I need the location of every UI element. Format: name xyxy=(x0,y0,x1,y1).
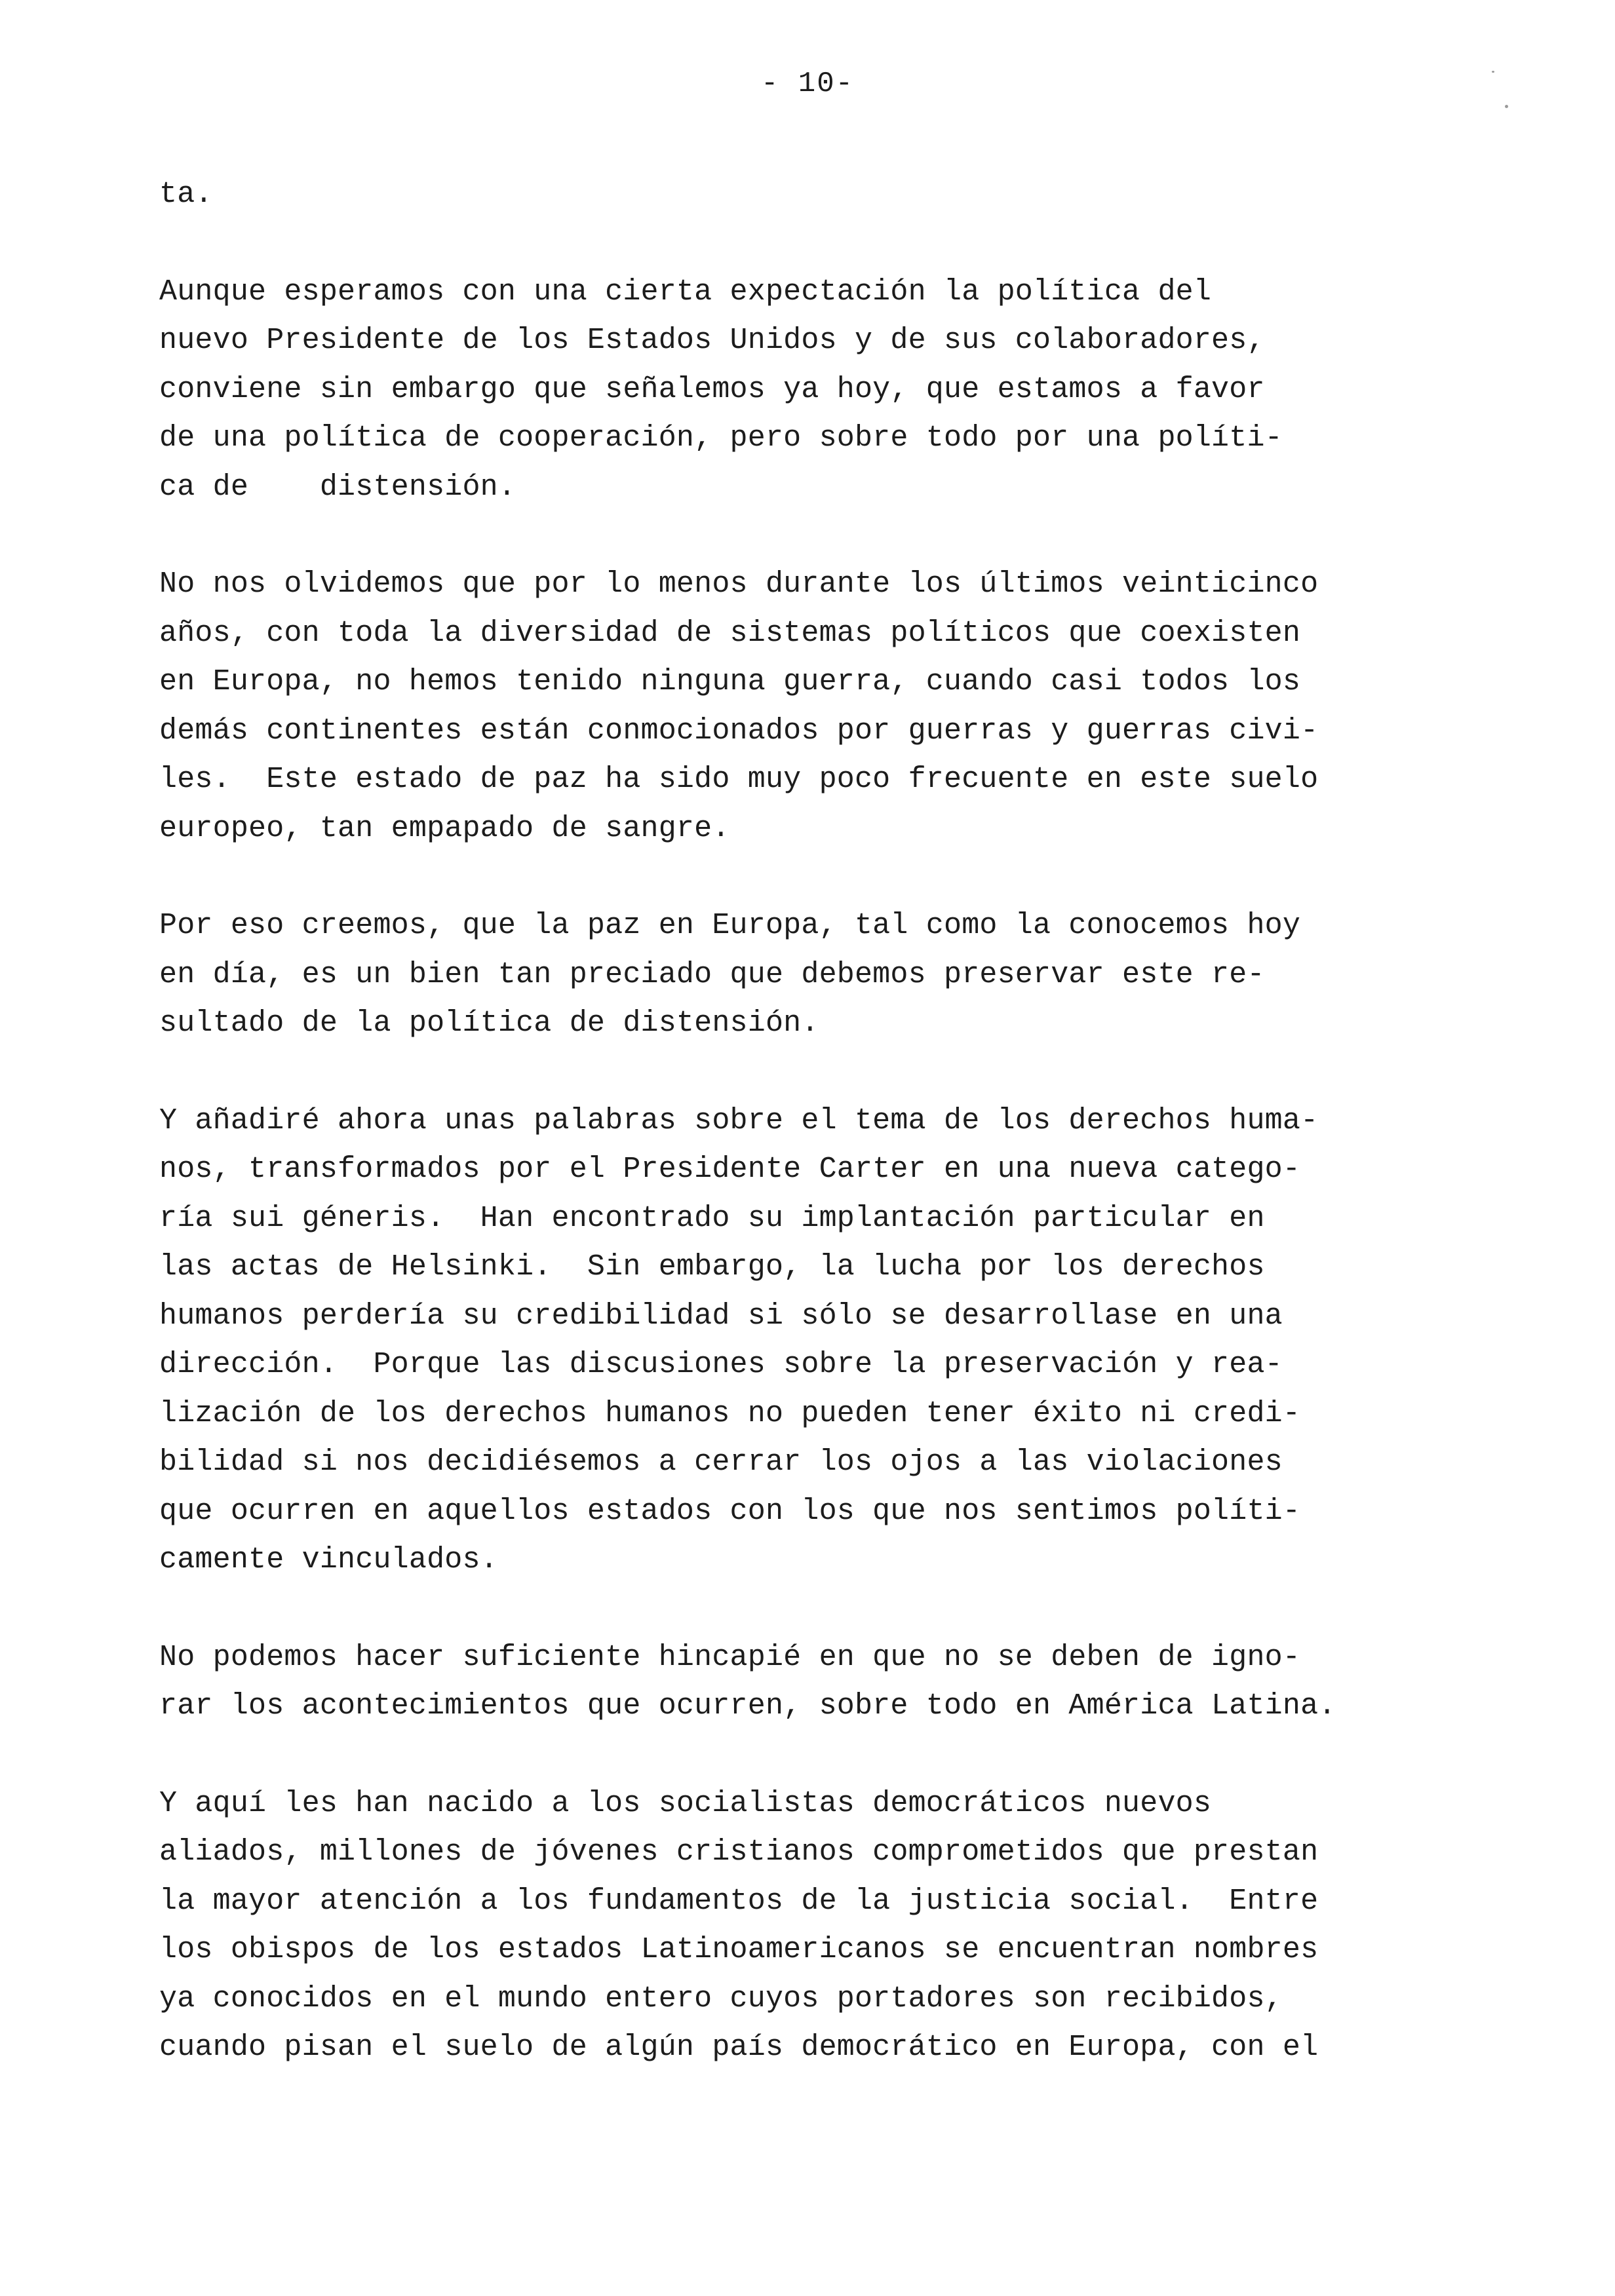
text-line: ta. xyxy=(159,178,213,211)
text-line: ría sui géneris. Han encontrado su implantación particular en xyxy=(159,1201,1265,1235)
text-line: les. Este estado de paz ha sido muy poco frecuente en este suelo xyxy=(159,763,1319,796)
text-line: en día, es un bien tan preciado que debemos preservar este re- xyxy=(159,957,1265,991)
scan-mark xyxy=(1505,105,1508,108)
text-line: humanos perdería su credibilidad si sólo se desarrollase en una xyxy=(159,1299,1283,1333)
text-line: Y aquí les han nacido a los socialistas democráticos nuevos xyxy=(159,1786,1212,1820)
body-text xyxy=(159,170,1496,2121)
text-line: de una política de cooperación, pero sobre todo por una políti- xyxy=(159,421,1283,455)
text-line: sultado de la política de distensión. xyxy=(159,1006,819,1040)
text-line: dirección. Porque las discusiones sobre la preservación y rea- xyxy=(159,1348,1283,1381)
text-line: lización de los derechos humanos no pueden tener éxito ni credi- xyxy=(159,1396,1301,1430)
paragraph xyxy=(159,170,1496,220)
text-line: las actas de Helsinki. Sin embargo, la lucha por los derechos xyxy=(159,1250,1265,1284)
text-line: bilidad si nos decidiésemos a cerrar los ojos a las violaciones xyxy=(159,1445,1283,1479)
text-line: Y añadiré ahora unas palabras sobre el tema de los derechos huma- xyxy=(159,1103,1319,1138)
scan-mark xyxy=(1492,71,1494,73)
text-line: que ocurren en aquellos estados con los que nos sentimos políti- xyxy=(159,1494,1301,1528)
text-line: rar los acontecimientos que ocurren, sobre todo en América Latina. xyxy=(159,1689,1336,1723)
text-line: nos, transformados por el Presidente Carter en una nueva catego- xyxy=(159,1153,1301,1186)
page-number: - 10- xyxy=(760,67,855,100)
paragraph xyxy=(159,1097,1496,1585)
text-line: años, con toda la diversidad de sistemas políticos que coexisten xyxy=(159,616,1301,650)
text-line: en Europa, no hemos tenido ninguna guerra, cuando casi todos los xyxy=(159,665,1301,698)
text-line: ca de distensión. xyxy=(159,470,516,504)
text-line: Por eso creemos, que la paz en Europa, tal como la conocemos hoy xyxy=(159,909,1301,942)
text-line: los obispos de los estados Latinoamericanos se encuentran nombres xyxy=(159,1933,1319,1966)
text-line: aliados, millones de jóvenes cristianos comprometidos que prestan xyxy=(159,1835,1319,1869)
text-line: No podemos hacer suficiente hincapié en que no se deben de igno- xyxy=(159,1640,1301,1674)
text-line: europeo, tan empapado de sangre. xyxy=(159,811,730,845)
text-line: nuevo Presidente de los Estados Unidos y de sus colaboradores, xyxy=(159,324,1265,357)
paragraph xyxy=(159,1780,1496,2073)
text-line: ya conocidos en el mundo entero cuyos portadores son recibidos, xyxy=(159,1981,1283,2016)
text-line: conviene sin embargo que señalemos ya hoy, que estamos a favor xyxy=(159,372,1265,406)
text-line: No nos olvidemos que por lo menos durante los últimos veinticinco xyxy=(159,567,1319,601)
paragraph xyxy=(159,268,1496,512)
text-line: la mayor atención a los fundamentos de la justicia social. Entre xyxy=(159,1884,1319,1918)
text-line: camente vinculados. xyxy=(159,1543,498,1577)
text-line: demás continentes están conmocionados por guerras y guerras civi- xyxy=(159,714,1319,748)
paragraph xyxy=(159,1634,1496,1731)
text-line: cuando pisan el suelo de algún país democrático en Europa, con el xyxy=(159,2031,1319,2064)
text-line: Aunque esperamos con una cierta expectación la política del xyxy=(159,275,1212,309)
paragraph xyxy=(159,902,1496,1048)
paragraph xyxy=(159,560,1496,853)
